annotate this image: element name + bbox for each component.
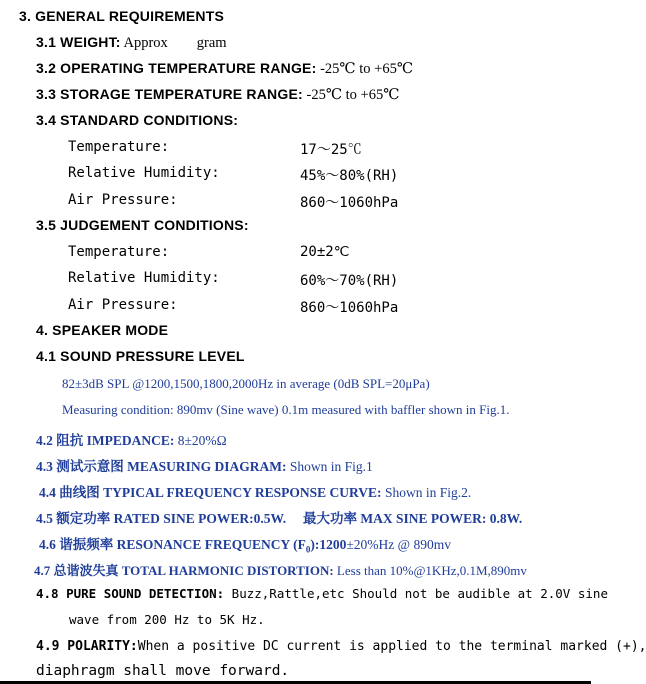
section-4-title: 4. SPEAKER MODE <box>36 322 169 338</box>
frequency-curve-value: Shown in Fig.2. <box>381 485 472 500</box>
weight-label: 3.1 WEIGHT: <box>36 34 121 50</box>
impedance-line <box>36 429 227 449</box>
standard-humidity-value: 45%～80%(RH) <box>300 168 399 184</box>
resonance-value: ±20%Hz @ 890mv <box>346 537 451 552</box>
measuring-diagram-value: Shown in Fig.1 <box>286 459 373 474</box>
resonance-label: 4.6 谐振频率 RESONANCE FREQUENCY (F <box>39 537 306 552</box>
standard-temp-value: 17～25℃ <box>300 142 362 158</box>
operating-temp-label: 3.2 OPERATING TEMPERATURE RANGE: <box>36 60 317 76</box>
thd-label: 4.7 总谐波失真 TOTAL HARMONIC DISTORTION: <box>34 563 334 578</box>
polarity-line-2: diaphragm shall move forward. <box>36 663 290 679</box>
polarity-value: When a positive DC current is applied to the terminal marked (+), <box>137 639 646 654</box>
judgement-temp-name: Temperature: <box>68 244 170 260</box>
judgement-humidity-value: 60%～70%(RH) <box>300 273 399 289</box>
storage-temp-value: -25℃ to +65℃ <box>302 87 400 103</box>
rated-power-line: 4.5 额定功率 RATED SINE POWER:0.5W. 最大功率 MAX SINE POWER: 0.8W. <box>36 511 523 526</box>
standard-conditions-title: 3.4 STANDARD CONDITIONS: <box>36 112 239 128</box>
thd-value: Less than 10%@1KHz,0.1M,890mv <box>333 563 527 578</box>
operating-temp-line <box>36 60 413 78</box>
frequency-curve-line <box>39 481 471 501</box>
section-3-title: 3. GENERAL REQUIREMENTS <box>19 8 225 24</box>
polarity-label: 4.9 POLARITY: <box>36 639 138 654</box>
weight-value: Approx gram <box>120 35 227 51</box>
resonance-line <box>39 533 451 555</box>
spl-value-line: 82±3dB SPL @1200,1500,1800,2000Hz in average (0dB SPL=20μPa) <box>62 376 430 391</box>
judgement-humidity-name: Relative Humidity: <box>68 270 220 286</box>
judgement-pressure-name: Air Pressure: <box>68 297 178 313</box>
impedance-label: 4.2 阻抗 IMPEDANCE: <box>36 433 175 448</box>
pure-sound-line <box>36 586 608 601</box>
operating-temp-value: -25℃ to +65℃ <box>316 61 414 77</box>
judgement-conditions-title: 3.5 JUDGEMENT CONDITIONS: <box>36 217 249 233</box>
judgement-temp-value: 20±2℃ <box>300 244 350 260</box>
judgement-pressure-value: 860～1060hPa <box>300 300 399 316</box>
weight-line <box>36 34 227 52</box>
impedance-value: 8±20%Ω <box>174 433 227 448</box>
thd-line <box>34 560 527 579</box>
storage-temp-label: 3.3 STORAGE TEMPERATURE RANGE: <box>36 86 303 102</box>
resonance-label-2: ):1200 <box>310 537 347 552</box>
pure-sound-value: Buzz,Rattle,etc Should not be audible at 2.0V sine <box>224 586 608 601</box>
pure-sound-line-2: wave from 200 Hz to 5K Hz. <box>69 612 265 627</box>
polarity-line <box>36 639 646 654</box>
frequency-curve-label: 4.4 曲线图 TYPICAL FREQUENCY RESPONSE CURVE: <box>39 485 382 500</box>
standard-pressure-name: Air Pressure: <box>68 192 178 208</box>
measuring-diagram-line <box>36 455 373 475</box>
standard-temp-name: Temperature: <box>68 139 170 155</box>
pure-sound-label: 4.8 PURE SOUND DETECTION: <box>36 586 225 601</box>
spl-title: 4.1 SOUND PRESSURE LEVEL <box>36 348 245 364</box>
spl-measuring-condition: Measuring condition: 890mv (Sine wave) 0.1m measured with baffler shown in Fig.1. <box>62 402 510 417</box>
standard-humidity-name: Relative Humidity: <box>68 165 220 181</box>
resonance-subscript: 0 <box>305 544 311 555</box>
storage-temp-line <box>36 86 399 104</box>
standard-pressure-value: 860～1060hPa <box>300 195 399 211</box>
measuring-diagram-label: 4.3 测试示意图 MEASURING DIAGRAM: <box>36 459 287 474</box>
